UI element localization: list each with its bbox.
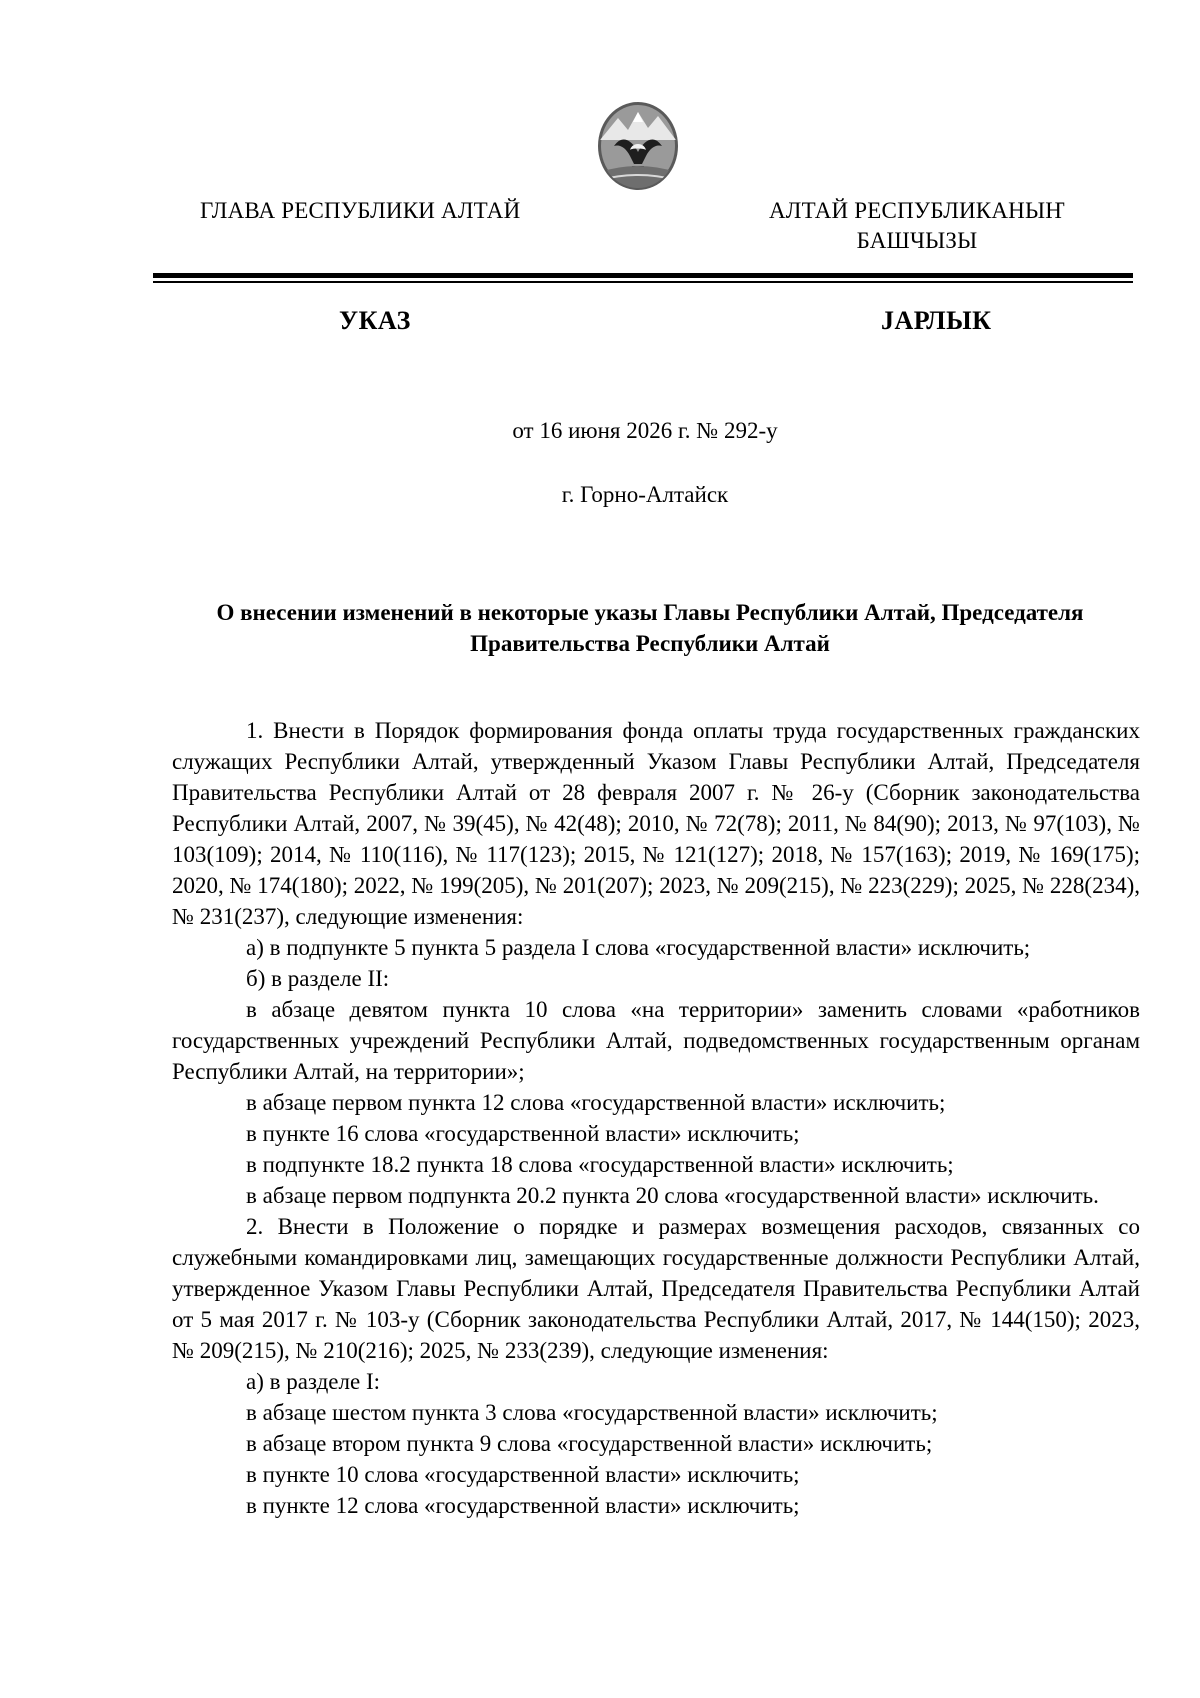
- header-divider-thin: [153, 281, 1133, 283]
- body-paragraph: в пункте 12 слова «государственной власти» исключить;: [246, 1493, 800, 1518]
- issuer-name-altai-line2: БАШЧЫЗЫ: [856, 228, 978, 253]
- body-paragraph: а) в подпункте 5 пункта 5 раздела I слова «государственной власти» исключить;: [246, 935, 1031, 960]
- body-paragraph: в пункте 10 слова «государственной власти» исключить;: [246, 1462, 800, 1487]
- body-paragraph: в абзаце первом подпункта 20.2 пункта 20 слова «государственной власти» исключить.: [246, 1183, 1099, 1208]
- body-paragraph: в абзаце шестом пункта 3 слова «государственной власти» исключить;: [246, 1400, 938, 1425]
- document-kind-altai: JАРЛЫК: [881, 306, 992, 335]
- body-paragraph: в абзаце первом пункта 12 слова «государственной власти» исключить;: [246, 1090, 946, 1115]
- body-paragraph: в пункте 16 слова «государственной власти» исключить;: [246, 1121, 800, 1146]
- body-paragraph: 1. Внести в Порядок формирования фонда оплаты труда государственных гражданских служащих Республики Алтай, утвержденный Указом Главы Республики Алтай, Председателя Правительства Республики Алтай от 28 февраля 2007 г. № 26-у (Сборник законодательства Республики Алтай, 2007, № 39(45), № 42(48); 2010, № 72(78); 2011, № 84(90); 2013, № 97(103), № 103(109); 2014, № 110(116), № 117(123); 2015, № 121(127); 2018, № 157(163); 2019, № 169(175); 2020, № 174(180); 2022, № 199(205), № 201(207); 2023, № 209(215), № 223(229); 2025, № 228(234), № 231(237), следующие изменения:: [172, 718, 1140, 929]
- body-paragraph: а) в разделе I:: [246, 1369, 381, 1394]
- header-divider-thick: [153, 273, 1133, 278]
- document-date-number: от 16 июня 2026 г. № 292-у: [512, 418, 778, 443]
- body-paragraph: 2. Внести в Положение о порядке и размерах возмещения расходов, связанных со служебными командировками лиц, замещающих государственные должности Республики Алтай, утвержденное Указом Главы Республики Алтай, Председателя Правительства Республики Алтай от 5 мая 2017 г. № 103-у (Сборник законодательства Республики Алтай, 2017, № 144(150); 2023, № 209(215), № 210(216); 2025, № 233(239), следующие изменения:: [172, 1214, 1140, 1363]
- body-paragraph: б) в разделе II:: [246, 966, 390, 991]
- issuer-name-russian: ГЛАВА РЕСПУБЛИКИ АЛТАЙ: [200, 198, 521, 223]
- issuer-name-altai: [762, 196, 1072, 256]
- coat-of-arms-emblem: [596, 100, 680, 192]
- document-kind-russian: УКАЗ: [339, 306, 411, 335]
- issuer-name-altai-line1: АЛТАЙ РЕСПУБЛИКАНЫҤ: [769, 198, 1065, 223]
- body-paragraph: в абзаце девятом пункта 10 слова «на территории» заменить словами «работников государственных учреждений Республики Алтай, подведомственных государственным органам Республики Алтай, на территории»;: [172, 997, 1140, 1084]
- body-paragraph: в подпункте 18.2 пункта 18 слова «государственной власти» исключить;: [246, 1152, 954, 1177]
- document-body: [172, 715, 1140, 1521]
- document-title: О внесении изменений в некоторые указы Главы Республики Алтай, Председателя Правительства Республики Алтай: [216, 600, 1084, 656]
- body-paragraph: в абзаце втором пункта 9 слова «государственной власти» исключить;: [246, 1431, 933, 1456]
- document-city: г. Горно-Алтайск: [561, 482, 729, 507]
